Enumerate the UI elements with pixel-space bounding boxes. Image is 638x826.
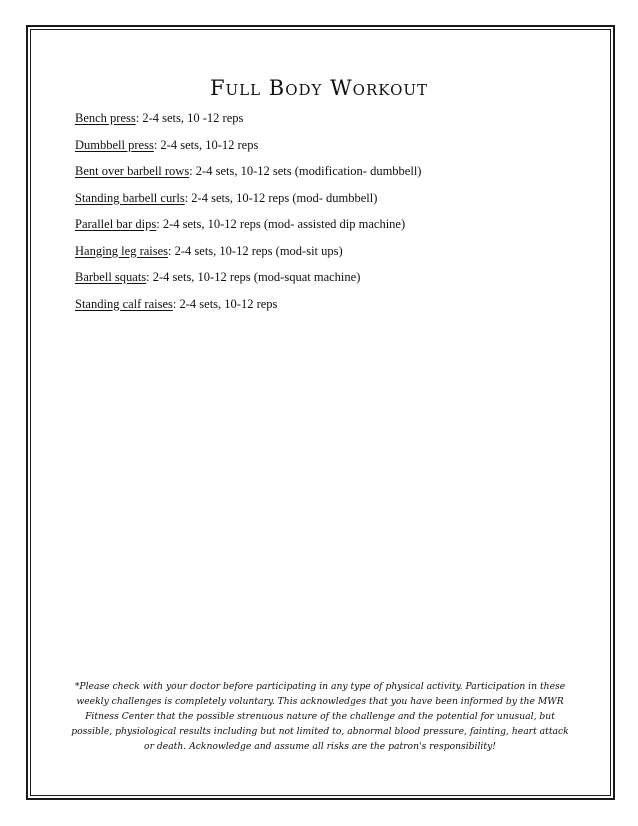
exercise-name: Standing barbell curls — [75, 190, 185, 205]
exercise-list — [75, 110, 421, 322]
exercise-item-standing-barbell-curls — [75, 190, 421, 206]
exercise-detail: : 2-4 sets, 10-12 sets (modification- dumbbell) — [189, 164, 422, 178]
exercise-detail: : 2-4 sets, 10 -12 reps — [135, 111, 244, 125]
exercise-name: Parallel bar dips — [75, 217, 157, 231]
exercise-detail: : 2-4 sets, 10-12 reps (mod-sit ups) — [168, 243, 343, 258]
exercise-item-bent-over-barbell-rows — [75, 163, 421, 179]
exercise-name: Barbell squats — [75, 270, 147, 284]
exercise-detail: : 2-4 sets, 10-12 reps (mod-squat machine) — [146, 270, 361, 284]
exercise-item-bench-press — [75, 110, 421, 126]
exercise-detail: : 2-4 sets, 10-12 reps — [153, 137, 259, 152]
exercise-name: Dumbbell press — [75, 137, 154, 152]
exercise-detail: : 2-4 sets, 10-12 reps — [172, 296, 278, 311]
exercise-name: Bent over barbell rows — [75, 164, 190, 178]
exercise-detail: : 2-4 sets, 10-12 reps (mod- dumbbell) — [184, 190, 378, 205]
exercise-item-standing-calf-raises — [75, 296, 421, 312]
exercise-name: Bench press — [75, 111, 136, 125]
disclaimer-text: *Please check with your doctor before participating in any type of physical activity. Participation in these weekly challenges is completely voluntary. This acknowledges that you have been informed by the MWR Fitness Center that the possible strenuous nature of the challenge and the potential for unusual, but possible, physiological results including but not limited to, abnormal blood pressure, fainting, heart attack or death. Acknowledge and assume all risks are the patron's responsibility! — [71, 681, 569, 752]
page-title: Full Body Workout — [209, 76, 429, 100]
exercise-name: Standing calf raises — [75, 296, 173, 311]
exercise-item-dumbbell-press — [75, 137, 421, 153]
exercise-name: Hanging leg raises — [75, 243, 169, 258]
exercise-item-hanging-leg-raises — [75, 243, 421, 259]
exercise-item-barbell-squats — [75, 269, 421, 285]
exercise-item-parallel-bar-dips — [75, 216, 421, 232]
exercise-detail: : 2-4 sets, 10-12 reps (mod- assisted dip machine) — [156, 217, 406, 231]
